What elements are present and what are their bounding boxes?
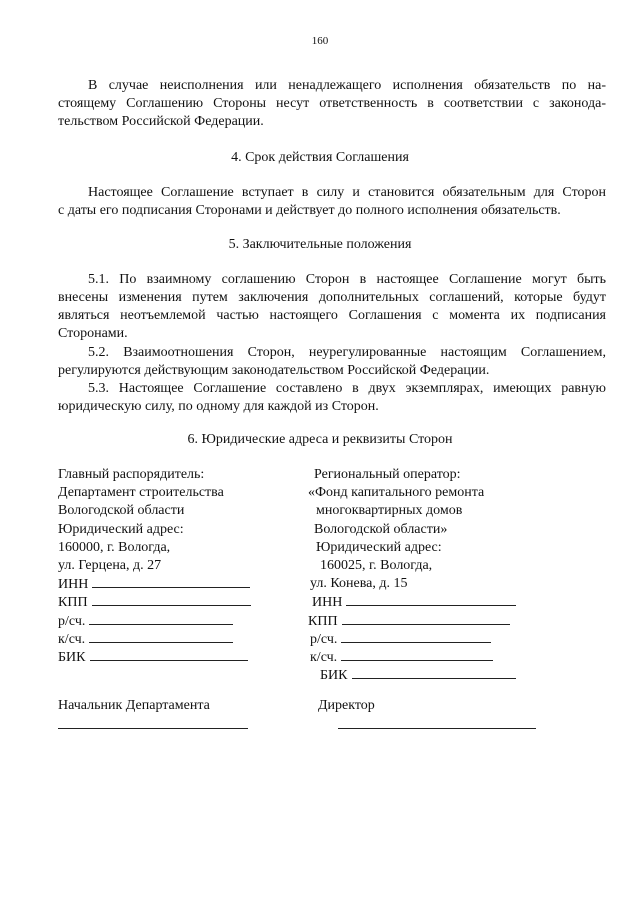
section-5-2-paragraph	[58, 344, 606, 380]
right-party-line: многоквартирных домов	[316, 503, 463, 519]
section-5-2-line-1: 5.2. Взаимоотношения Сторон, неурегулированные настоящим Соглашением,	[88, 345, 606, 360]
left-party-line: ул. Герцена, д. 27	[58, 557, 162, 573]
right-party-requisites	[308, 466, 516, 684]
right-inn-field: ИНН	[308, 593, 516, 611]
section-4-title: 4. Срок действия Соглашения	[231, 150, 409, 165]
left-signer	[58, 697, 210, 715]
right-party-line: 160025, г. Вологда,	[320, 557, 433, 573]
left-party-line: Юридический адрес:	[58, 521, 184, 537]
intro-line-1: В случае неисполнения или ненадлежащего исполнения обязательств по на-	[88, 78, 606, 93]
intro-line-3: тельством Российской Федерации.	[58, 114, 264, 129]
right-signature-line	[338, 728, 536, 729]
section-4-line-1: Настоящее Соглашение вступает в силу и становится обязательным для Сторон	[88, 185, 606, 200]
section-4-paragraph	[58, 184, 606, 220]
right-kpp-field: КПП	[308, 612, 516, 630]
right-signer-title: Директор	[318, 698, 375, 713]
section-5-title: 5. Заключительные положения	[228, 237, 412, 252]
section-5-1-line-1: 5.1. По взаимному соглашению Сторон в настоящее Соглашение могут быть	[88, 272, 606, 287]
left-kpp-field: КПП	[58, 593, 251, 611]
right-party-line: ул. Конева, д. 15	[310, 576, 408, 592]
section-4-line-2: с даты его подписания Сторонами и действует до полного исполнения обязательств.	[58, 203, 561, 218]
left-rs-field: р/сч.	[58, 612, 251, 630]
right-signer	[318, 697, 375, 715]
section-5-3-line-1: 5.3. Настоящее Соглашение составлено в двух экземплярах, имеющих равную	[88, 381, 606, 396]
right-party-line: Юридический адрес:	[316, 539, 442, 555]
left-bik-field: БИК	[58, 648, 251, 666]
right-party-line: Региональный оператор:	[314, 467, 461, 482]
right-rs-field: р/сч.	[308, 630, 516, 648]
section-5-1-line-3: являться неотъемлемой частью настоящего Соглашения с момента их подписания	[58, 308, 606, 323]
left-party-line: Главный распорядитель:	[58, 467, 205, 482]
section-5-1-line-2: внесены изменения путем заключения дополнительных соглашений, которые будут	[58, 290, 606, 305]
section-5-3-line-2: юридическую силу, по одному для каждой из Сторон.	[58, 399, 379, 414]
section-5-1-paragraph	[58, 271, 606, 343]
left-signature-line	[58, 728, 248, 729]
left-signer-title: Начальник Департамента	[58, 698, 210, 713]
right-party-line: Вологодской области»	[314, 521, 448, 537]
left-party-line: 160000, г. Вологда,	[58, 539, 171, 555]
intro-paragraph	[58, 77, 606, 131]
intro-line-2: стоящему Соглашению Стороны несут ответственность в соответствии с законода-	[58, 96, 606, 111]
left-party-requisites	[58, 466, 251, 666]
left-ks-field: к/сч.	[58, 630, 251, 648]
section-5-3-paragraph	[58, 380, 606, 416]
right-bik-field: БИК	[308, 666, 516, 684]
left-party-line: Департамент строительства	[58, 485, 224, 501]
left-inn-field: ИНН	[58, 575, 251, 593]
right-ks-field: к/сч.	[308, 648, 516, 666]
page-number: 160	[311, 35, 329, 47]
right-party-line: «Фонд капитального ремонта	[308, 485, 485, 501]
left-party-line: Вологодской области	[58, 503, 185, 519]
section-6-title: 6. Юридические адреса и реквизиты Сторон	[187, 432, 453, 447]
section-5-2-line-2: регулируются действующим законодательством Российской Федерации.	[58, 363, 490, 378]
section-5-1-line-4: Сторонами.	[58, 326, 128, 341]
